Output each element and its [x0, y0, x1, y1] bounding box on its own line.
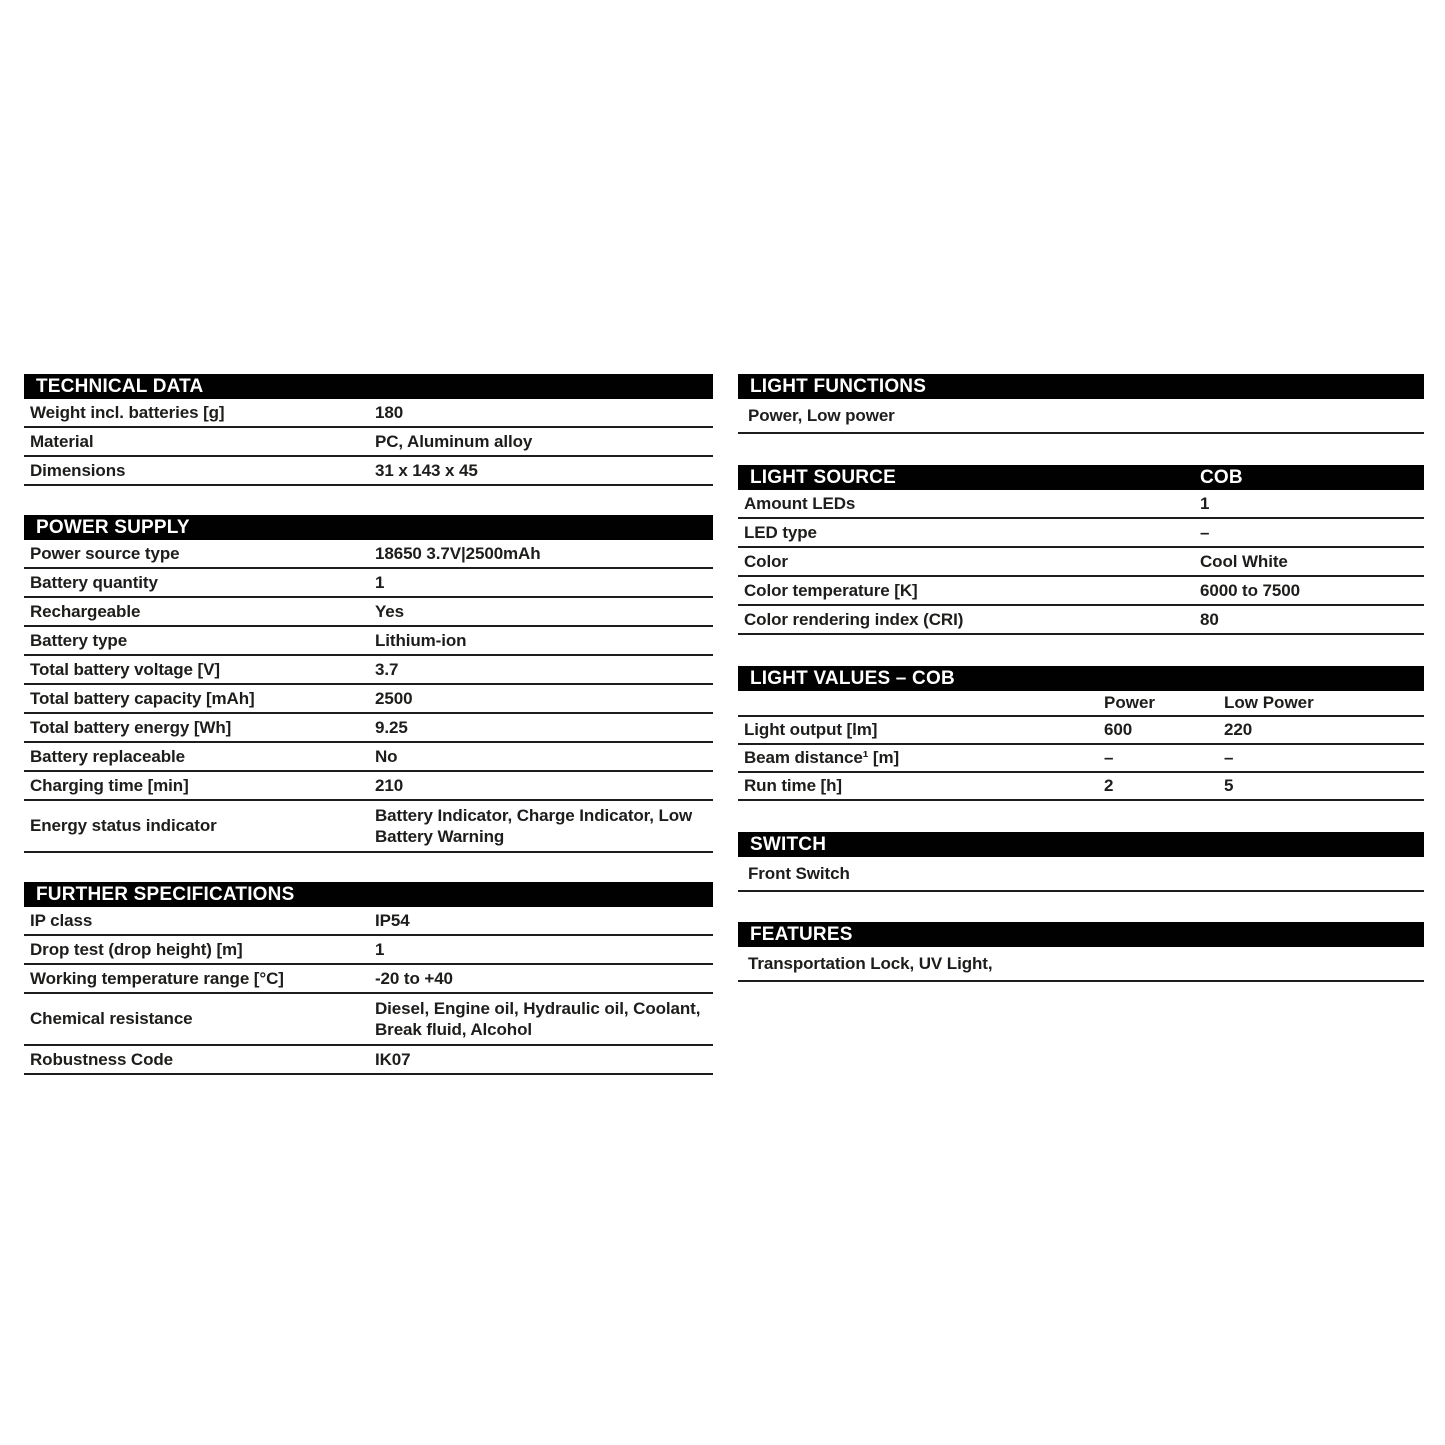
- row-value: 210: [375, 776, 404, 795]
- section-header-features: [738, 922, 1424, 947]
- row-label: Beam distance¹ [m]: [744, 748, 900, 767]
- row-value: 80: [1200, 610, 1219, 629]
- row-value: -20 to +40: [375, 969, 453, 988]
- table-row: [24, 994, 713, 1046]
- section-title: TECHNICAL DATA: [36, 375, 204, 397]
- row-value: IP54: [375, 911, 410, 930]
- row-value: 2500: [375, 689, 413, 708]
- table-row: [24, 656, 713, 685]
- section-header-technical-data: [24, 374, 713, 399]
- section-header-light-source: [738, 465, 1424, 490]
- cell-low-power: 5: [1224, 776, 1234, 795]
- section-title: FEATURES: [750, 923, 853, 945]
- row-value: 9.25: [375, 718, 408, 737]
- section-header-further-specifications: [24, 882, 713, 907]
- row-label: Power source type: [30, 543, 180, 563]
- row-value: 1: [1200, 494, 1210, 513]
- table-row: [24, 801, 713, 853]
- table-row: [738, 490, 1424, 519]
- row-label: IP class: [30, 910, 93, 930]
- row-value: IK07: [375, 1050, 411, 1069]
- row-value: Yes: [375, 602, 405, 621]
- row-value: 31 x 143 x 45: [375, 461, 478, 480]
- table-row: [24, 540, 713, 569]
- section-text-row: [738, 947, 1424, 982]
- section-further-specifications: [24, 882, 713, 1075]
- row-value: Battery Indicator, Charge Indicator, Low Battery Warning: [375, 806, 693, 846]
- section-header-switch: [738, 832, 1424, 857]
- row-label: LED type: [744, 522, 817, 542]
- table-row: [738, 606, 1424, 635]
- section-features: [738, 922, 1424, 982]
- row-label: Material: [30, 431, 94, 451]
- row-label: Working temperature range [°C]: [30, 968, 284, 988]
- row-value: Cool White: [1200, 552, 1288, 571]
- row-label: Run time [h]: [744, 776, 842, 795]
- row-label: Chemical resistance: [30, 1009, 193, 1028]
- row-label: Color temperature [K]: [744, 580, 918, 600]
- section-title: POWER SUPPLY: [36, 516, 190, 538]
- table-row: [24, 714, 713, 743]
- row-label: Amount LEDs: [744, 493, 856, 513]
- table-row: [24, 399, 713, 428]
- section-header-power-supply: [24, 515, 713, 540]
- section-text-row: [738, 399, 1424, 434]
- row-label: Color rendering index (CRI): [744, 609, 964, 629]
- light-values-column-headers: [738, 691, 1424, 717]
- section-title: FURTHER SPECIFICATIONS: [36, 883, 295, 905]
- table-row: [24, 936, 713, 965]
- row-value: 1: [375, 573, 385, 592]
- section-technical-data: [24, 374, 713, 486]
- row-value: Diesel, Engine oil, Hydraulic oil, Coolant, Break fluid, Alcohol: [375, 999, 701, 1039]
- cell-power: –: [1104, 748, 1114, 767]
- row-value: 3.7: [375, 660, 399, 679]
- table-row: [24, 965, 713, 994]
- column-header-power: Power: [1104, 693, 1156, 712]
- row-label: Dimensions: [30, 460, 126, 480]
- row-label: Battery replaceable: [30, 746, 185, 766]
- section-light-functions: [738, 374, 1424, 434]
- row-label: Robustness Code: [30, 1049, 174, 1069]
- section-title: LIGHT SOURCE: [750, 466, 896, 488]
- section-text: Front Switch: [748, 863, 850, 883]
- column-header-cob: COB: [1200, 466, 1243, 488]
- section-title: LIGHT VALUES – COB: [750, 667, 955, 689]
- left-column: [24, 374, 713, 1104]
- table-row: [24, 569, 713, 598]
- table-row: [738, 577, 1424, 606]
- table-row: [738, 519, 1424, 548]
- table-row: [24, 772, 713, 801]
- row-label: Total battery capacity [mAh]: [30, 688, 255, 708]
- table-row: [738, 548, 1424, 577]
- cell-power: 600: [1104, 720, 1133, 739]
- section-power-supply: [24, 515, 713, 853]
- right-column: [738, 374, 1424, 1011]
- row-label: Weight incl. batteries [g]: [30, 402, 225, 422]
- row-label: Battery type: [30, 630, 128, 650]
- row-value: 18650 3.7V|2500mAh: [375, 544, 541, 563]
- table-row: [24, 428, 713, 457]
- section-light-source: [738, 465, 1424, 635]
- row-label: Rechargeable: [30, 601, 141, 621]
- section-text-row: [738, 857, 1424, 892]
- table-row: [24, 685, 713, 714]
- row-label: Color: [744, 551, 788, 571]
- row-label: Light output [lm]: [744, 720, 878, 739]
- row-value: Lithium-ion: [375, 631, 467, 650]
- section-title: SWITCH: [750, 833, 827, 855]
- row-label: Energy status indicator: [30, 816, 217, 835]
- row-label: Total battery energy [Wh]: [30, 717, 232, 737]
- table-row: [24, 907, 713, 936]
- cell-power: 2: [1104, 776, 1114, 795]
- table-row: [24, 743, 713, 772]
- section-header-light-values: [738, 666, 1424, 691]
- column-header-low-power: Low Power: [1224, 693, 1314, 712]
- section-title: LIGHT FUNCTIONS: [750, 375, 927, 397]
- table-row: [738, 745, 1424, 773]
- cell-low-power: 220: [1224, 720, 1253, 739]
- table-row: [24, 627, 713, 656]
- row-value: 180: [375, 403, 404, 422]
- cell-low-power: –: [1224, 748, 1234, 767]
- table-row: [24, 598, 713, 627]
- section-light-values: [738, 666, 1424, 801]
- table-row: [738, 773, 1424, 801]
- row-label: Charging time [min]: [30, 775, 189, 795]
- section-switch: [738, 832, 1424, 892]
- row-value: 1: [375, 940, 385, 959]
- table-row: [738, 717, 1424, 745]
- row-value: –: [1200, 523, 1210, 542]
- table-row: [24, 457, 713, 486]
- row-value: 6000 to 7500: [1200, 581, 1300, 600]
- row-value: PC, Aluminum alloy: [375, 432, 533, 451]
- section-text: Power, Low power: [748, 405, 895, 425]
- section-text: Transportation Lock, UV Light,: [748, 953, 993, 973]
- section-header-light-functions: [738, 374, 1424, 399]
- row-label: Battery quantity: [30, 572, 158, 592]
- table-row: [24, 1046, 713, 1075]
- row-label: Total battery voltage [V]: [30, 659, 220, 679]
- row-label: Drop test (drop height) [m]: [30, 939, 243, 959]
- row-value: No: [375, 747, 398, 766]
